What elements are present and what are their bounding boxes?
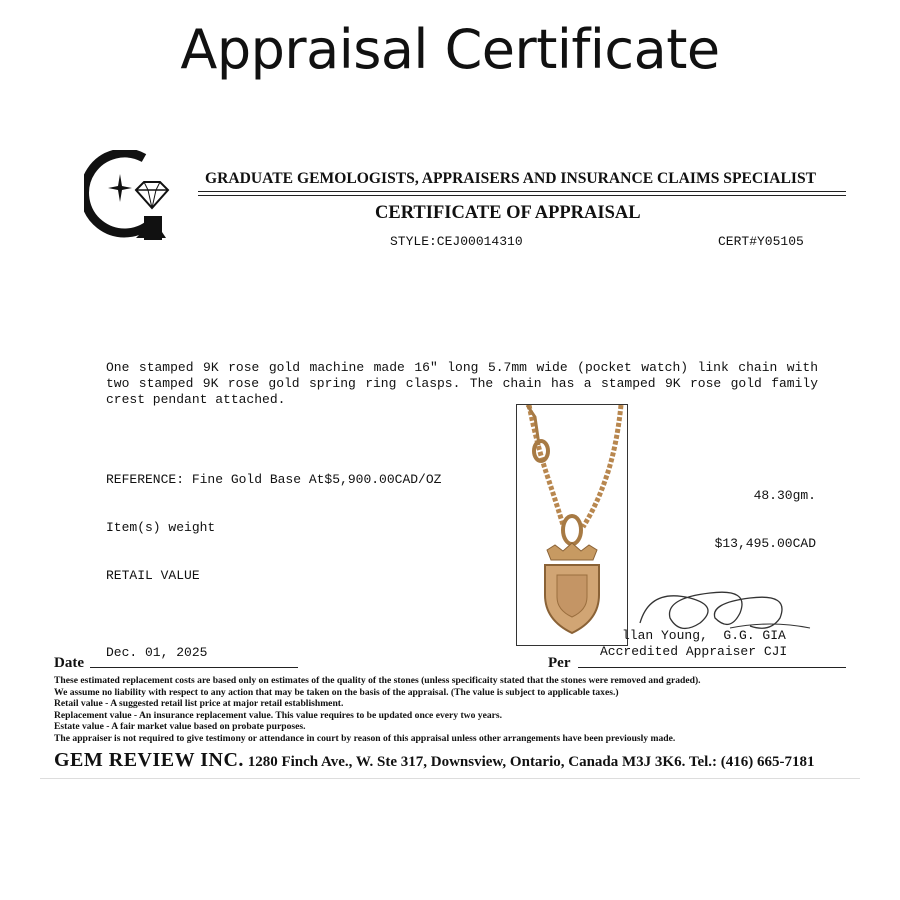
fine-print-line: Replacement value - An insurance replacement value. This value requires to be updated once every two years. — [54, 709, 503, 721]
fine-print-line: Retail value - A suggested retail list price at major retail establishment. — [54, 698, 344, 710]
page-title: Appraisal Certificate — [180, 18, 720, 81]
date-label: Date — [54, 655, 84, 671]
item-description: One stamped 9K rose gold machine made 16" long 5.7mm wide (pocket watch) link chain with two stamped 9K rose gold spring ring clasps. The chain has a stamped 9K rose gold family crest pendant attached. — [106, 360, 818, 407]
header-rule — [198, 191, 846, 192]
per-label: Per — [548, 655, 571, 671]
company-name: GEM REVIEW INC. — [54, 749, 244, 771]
chain-pendant-image — [517, 405, 627, 645]
header-rule — [198, 195, 846, 196]
fine-print-line: These estimated replacement costs are based only on estimates of the quality of the stones (unless specificaity stated that the stones were removed and graded). — [54, 675, 701, 686]
org-line: GRADUATE GEMOLOGISTS, APPRAISERS AND INSURANCE CLAIMS SPECIALIST — [205, 170, 817, 187]
date-value: Dec. 01, 2025 — [106, 645, 208, 660]
date-line — [90, 667, 298, 668]
style-code: STYLE:CEJ00014310 — [390, 234, 523, 249]
reference-block — [106, 440, 441, 600]
fine-print-line: Estate value - A fair market value based on probate purposes. — [54, 721, 306, 733]
fine-print-line: The appraiser is not required to give testimony or attendance in court by reason of this appraisal unless other arrangements have been previously made. — [54, 732, 676, 744]
cert-number: CERT#Y05105 — [718, 234, 804, 249]
fine-print — [54, 675, 854, 745]
footer-rule — [40, 778, 860, 779]
gemologist-logo-icon — [84, 150, 176, 245]
retail-label: RETAIL VALUE — [106, 568, 200, 583]
footer — [54, 749, 815, 772]
values-block — [640, 456, 816, 568]
reference-base: REFERENCE: Fine Gold Base At$5,900.00CAD/OZ — [106, 472, 442, 487]
per-line — [578, 667, 846, 668]
appraiser-title: Accredited Appraiser CJI — [600, 644, 788, 659]
weight-label: Item(s) weight — [106, 520, 216, 535]
certificate-title: CERTIFICATE OF APPRAISAL — [375, 203, 641, 223]
item-photo — [516, 404, 628, 646]
retail-value: $13,495.00CAD — [714, 536, 816, 551]
fine-print-line: We assume no liability with respect to any action that may be taken on the basis of the appraisal. (The value is subject to applicable taxes.) — [54, 686, 619, 698]
weight-value: 48.30gm. — [753, 488, 816, 503]
company-address: 1280 Finch Ave., W. Ste 317, Downsview, Ontario, Canada M3J 3K6. Tel.: (416) 665-7181 — [243, 754, 815, 770]
appraiser-name: llan Young, G.G. GIA — [622, 628, 786, 643]
